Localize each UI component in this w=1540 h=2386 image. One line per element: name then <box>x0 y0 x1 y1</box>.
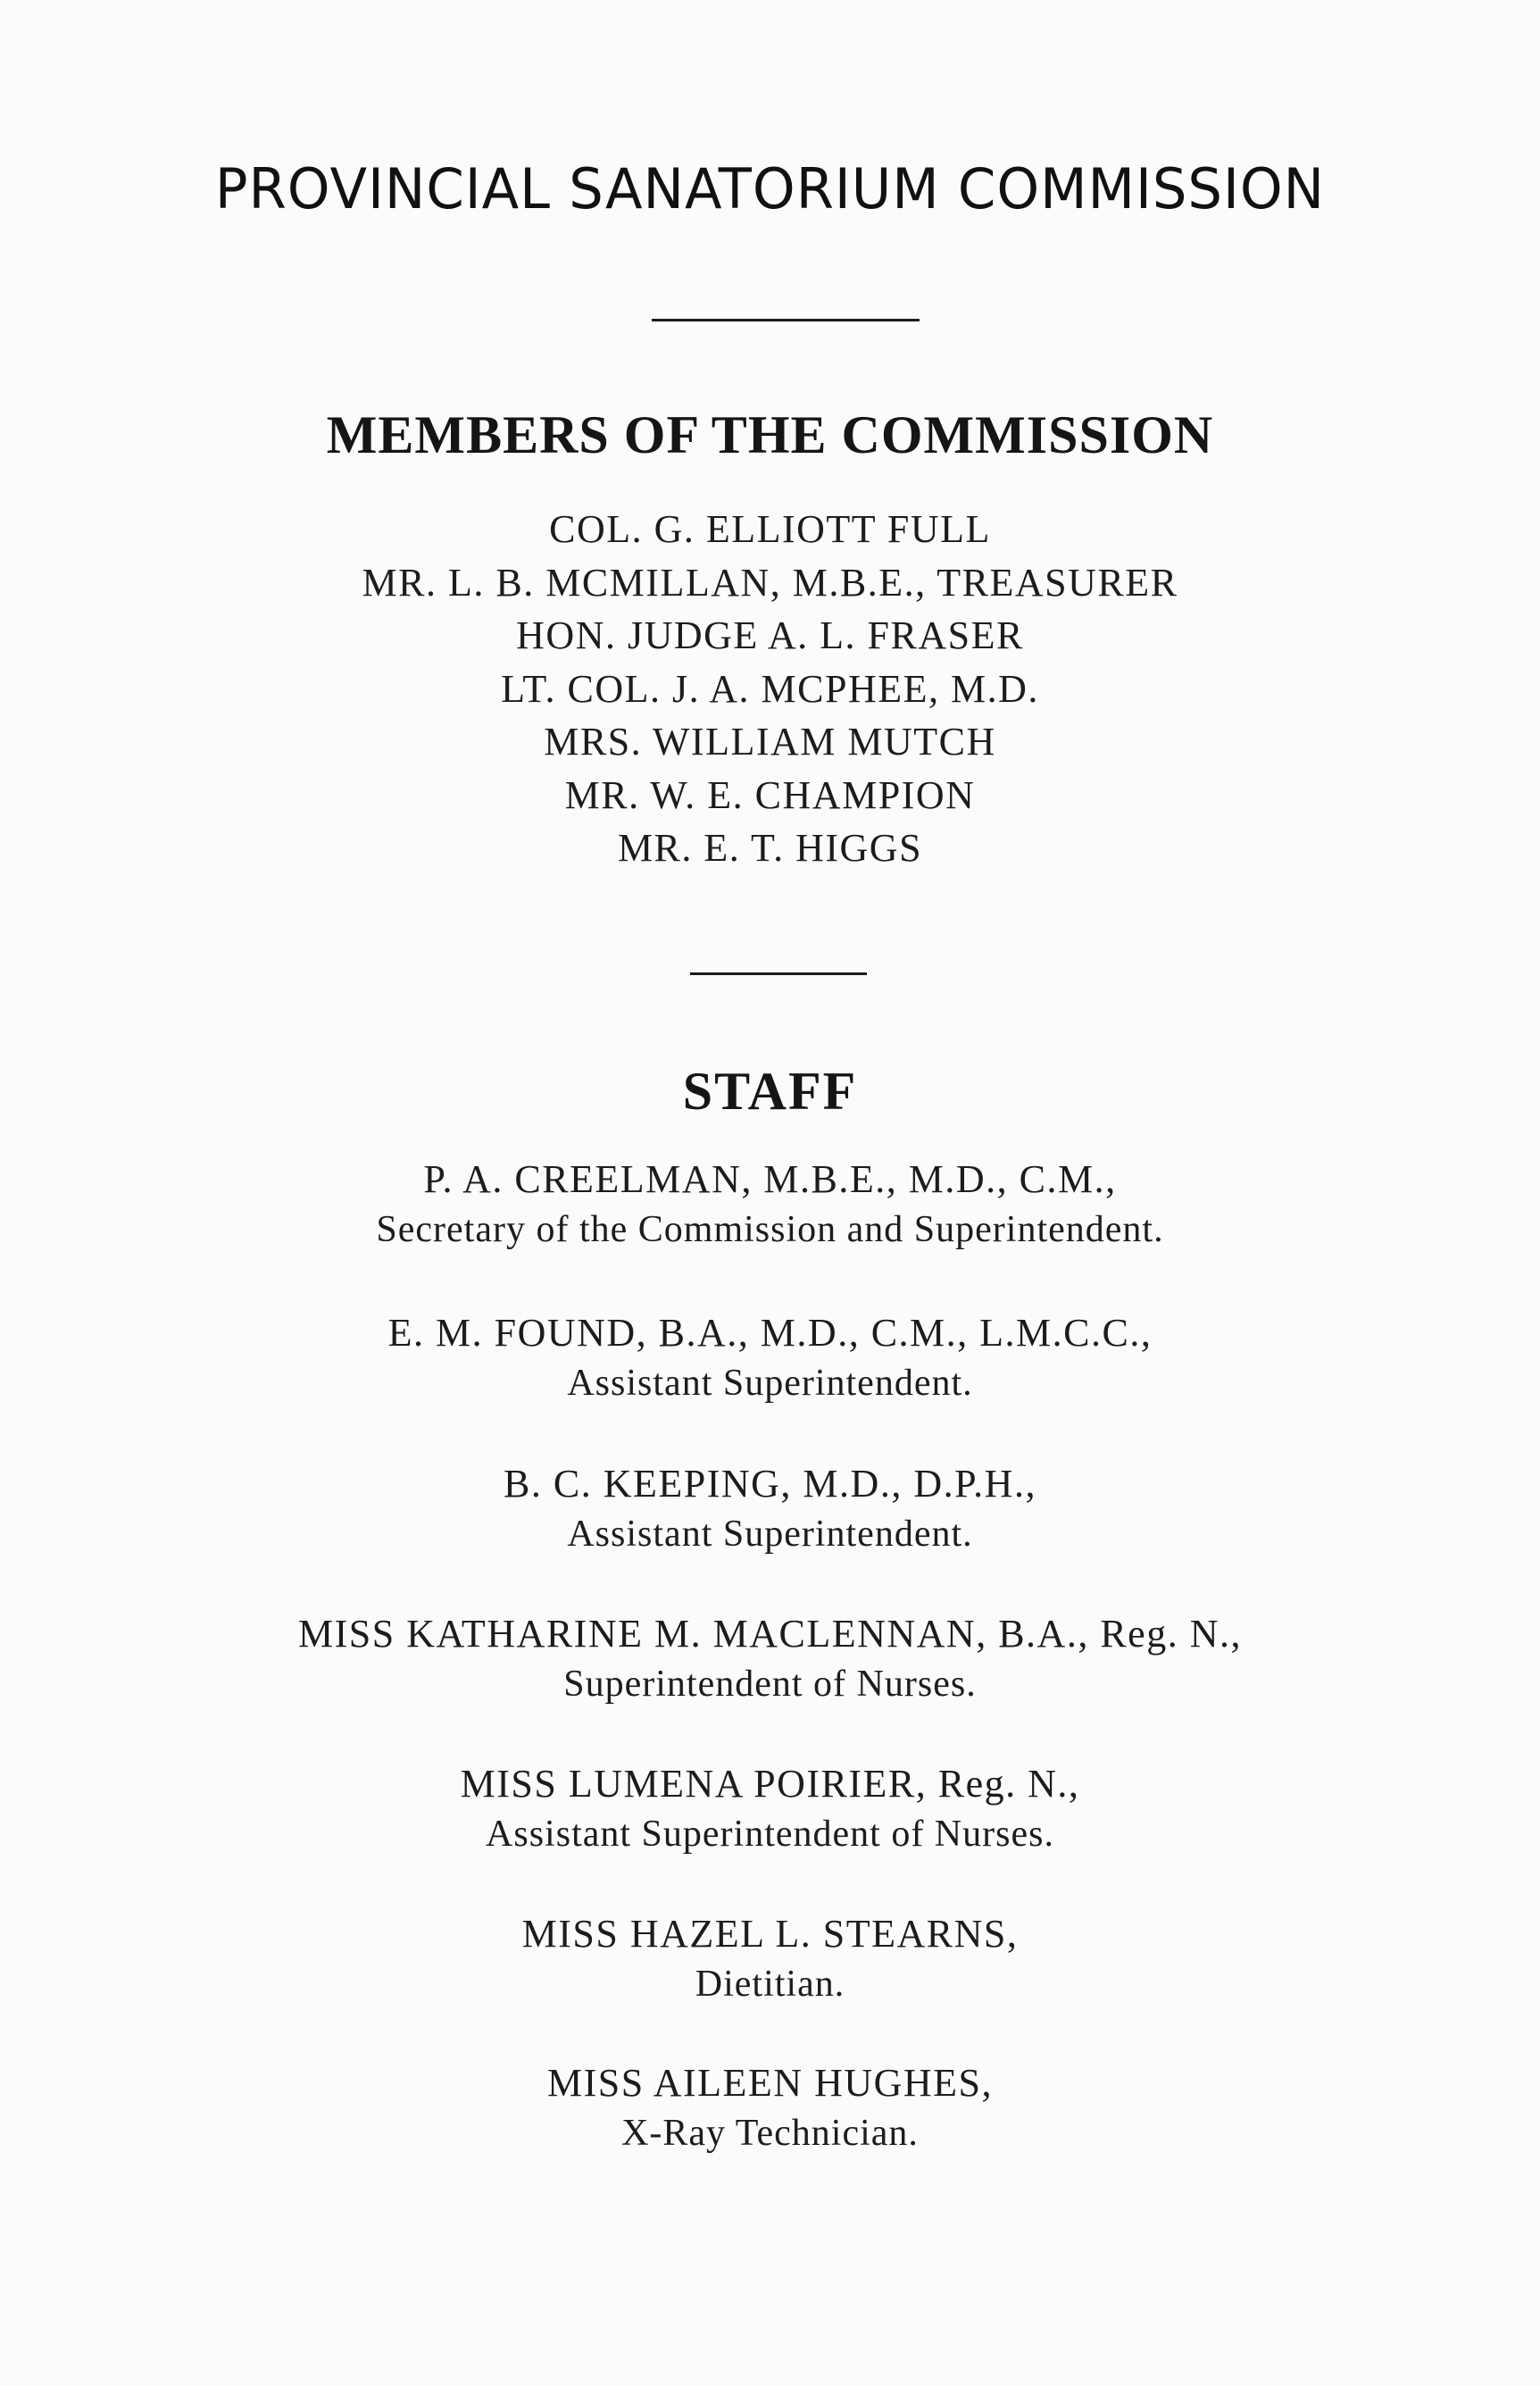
page-title: PROVINCIAL SANATORIUM COMMISSION <box>214 156 1326 221</box>
staff-entry <box>0 1308 1540 1408</box>
member-name: COL. G. ELLIOTT FULL <box>549 507 991 551</box>
staff-heading: STAFF <box>682 1062 858 1121</box>
member-name: HON. JUDGE A. L. FRASER <box>516 613 1024 657</box>
staff-entry <box>0 1459 1540 1559</box>
members-heading: MEMBERS OF THE COMMISSION <box>326 405 1214 464</box>
member-name: MRS. WILLIAM MUTCH <box>544 720 996 763</box>
staff-role: Superintendent of Nurses. <box>563 1664 977 1705</box>
staff-role: Assistant Superintendent. <box>567 1514 973 1555</box>
member-name: LT. COL. J. A. MCPHEE, M.D. <box>501 666 1039 711</box>
member-name: MR. L. B. MCMILLAN, M.B.E., TREASURER <box>362 560 1178 605</box>
staff-entry <box>0 1609 1540 1709</box>
staff-name: MISS KATHARINE M. MACLENNAN, B.A., Reg. N., <box>298 1612 1242 1656</box>
staff-name: E. M. FOUND, B.A., M.D., C.M., L.M.C.C., <box>387 1311 1153 1355</box>
staff-entry <box>0 1909 1540 2009</box>
staff-role: Secretary of the Commission and Superintendent. <box>376 1209 1164 1250</box>
staff-name: B. C. KEEPING, M.D., D.P.H., <box>504 1462 1036 1506</box>
staff-role: X-Ray Technician. <box>621 2113 919 2154</box>
member-name: MR. E. T. HIGGS <box>617 826 923 870</box>
member-name: MR. W. E. CHAMPION <box>564 772 976 817</box>
staff-entry <box>0 1759 1540 1859</box>
divider-rule <box>690 972 867 975</box>
staff-name: MISS HAZEL L. STEARNS, <box>521 1912 1019 1956</box>
staff-entry <box>0 1155 1540 1255</box>
members-list <box>0 503 1540 875</box>
staff-role: Dietitian. <box>695 1964 845 2005</box>
staff-name: MISS AILEEN HUGHES, <box>546 2061 994 2105</box>
staff-role: Assistant Superintendent of Nurses. <box>486 1814 1054 1855</box>
staff-name: P. A. CREELMAN, M.B.E., M.D., C.M., <box>423 1157 1117 1201</box>
divider-rule <box>652 319 920 321</box>
staff-entry <box>0 2058 1540 2158</box>
staff-name: MISS LUMENA POIRIER, Reg. N., <box>460 1762 1080 1806</box>
staff-role: Assistant Superintendent. <box>567 1363 973 1404</box>
